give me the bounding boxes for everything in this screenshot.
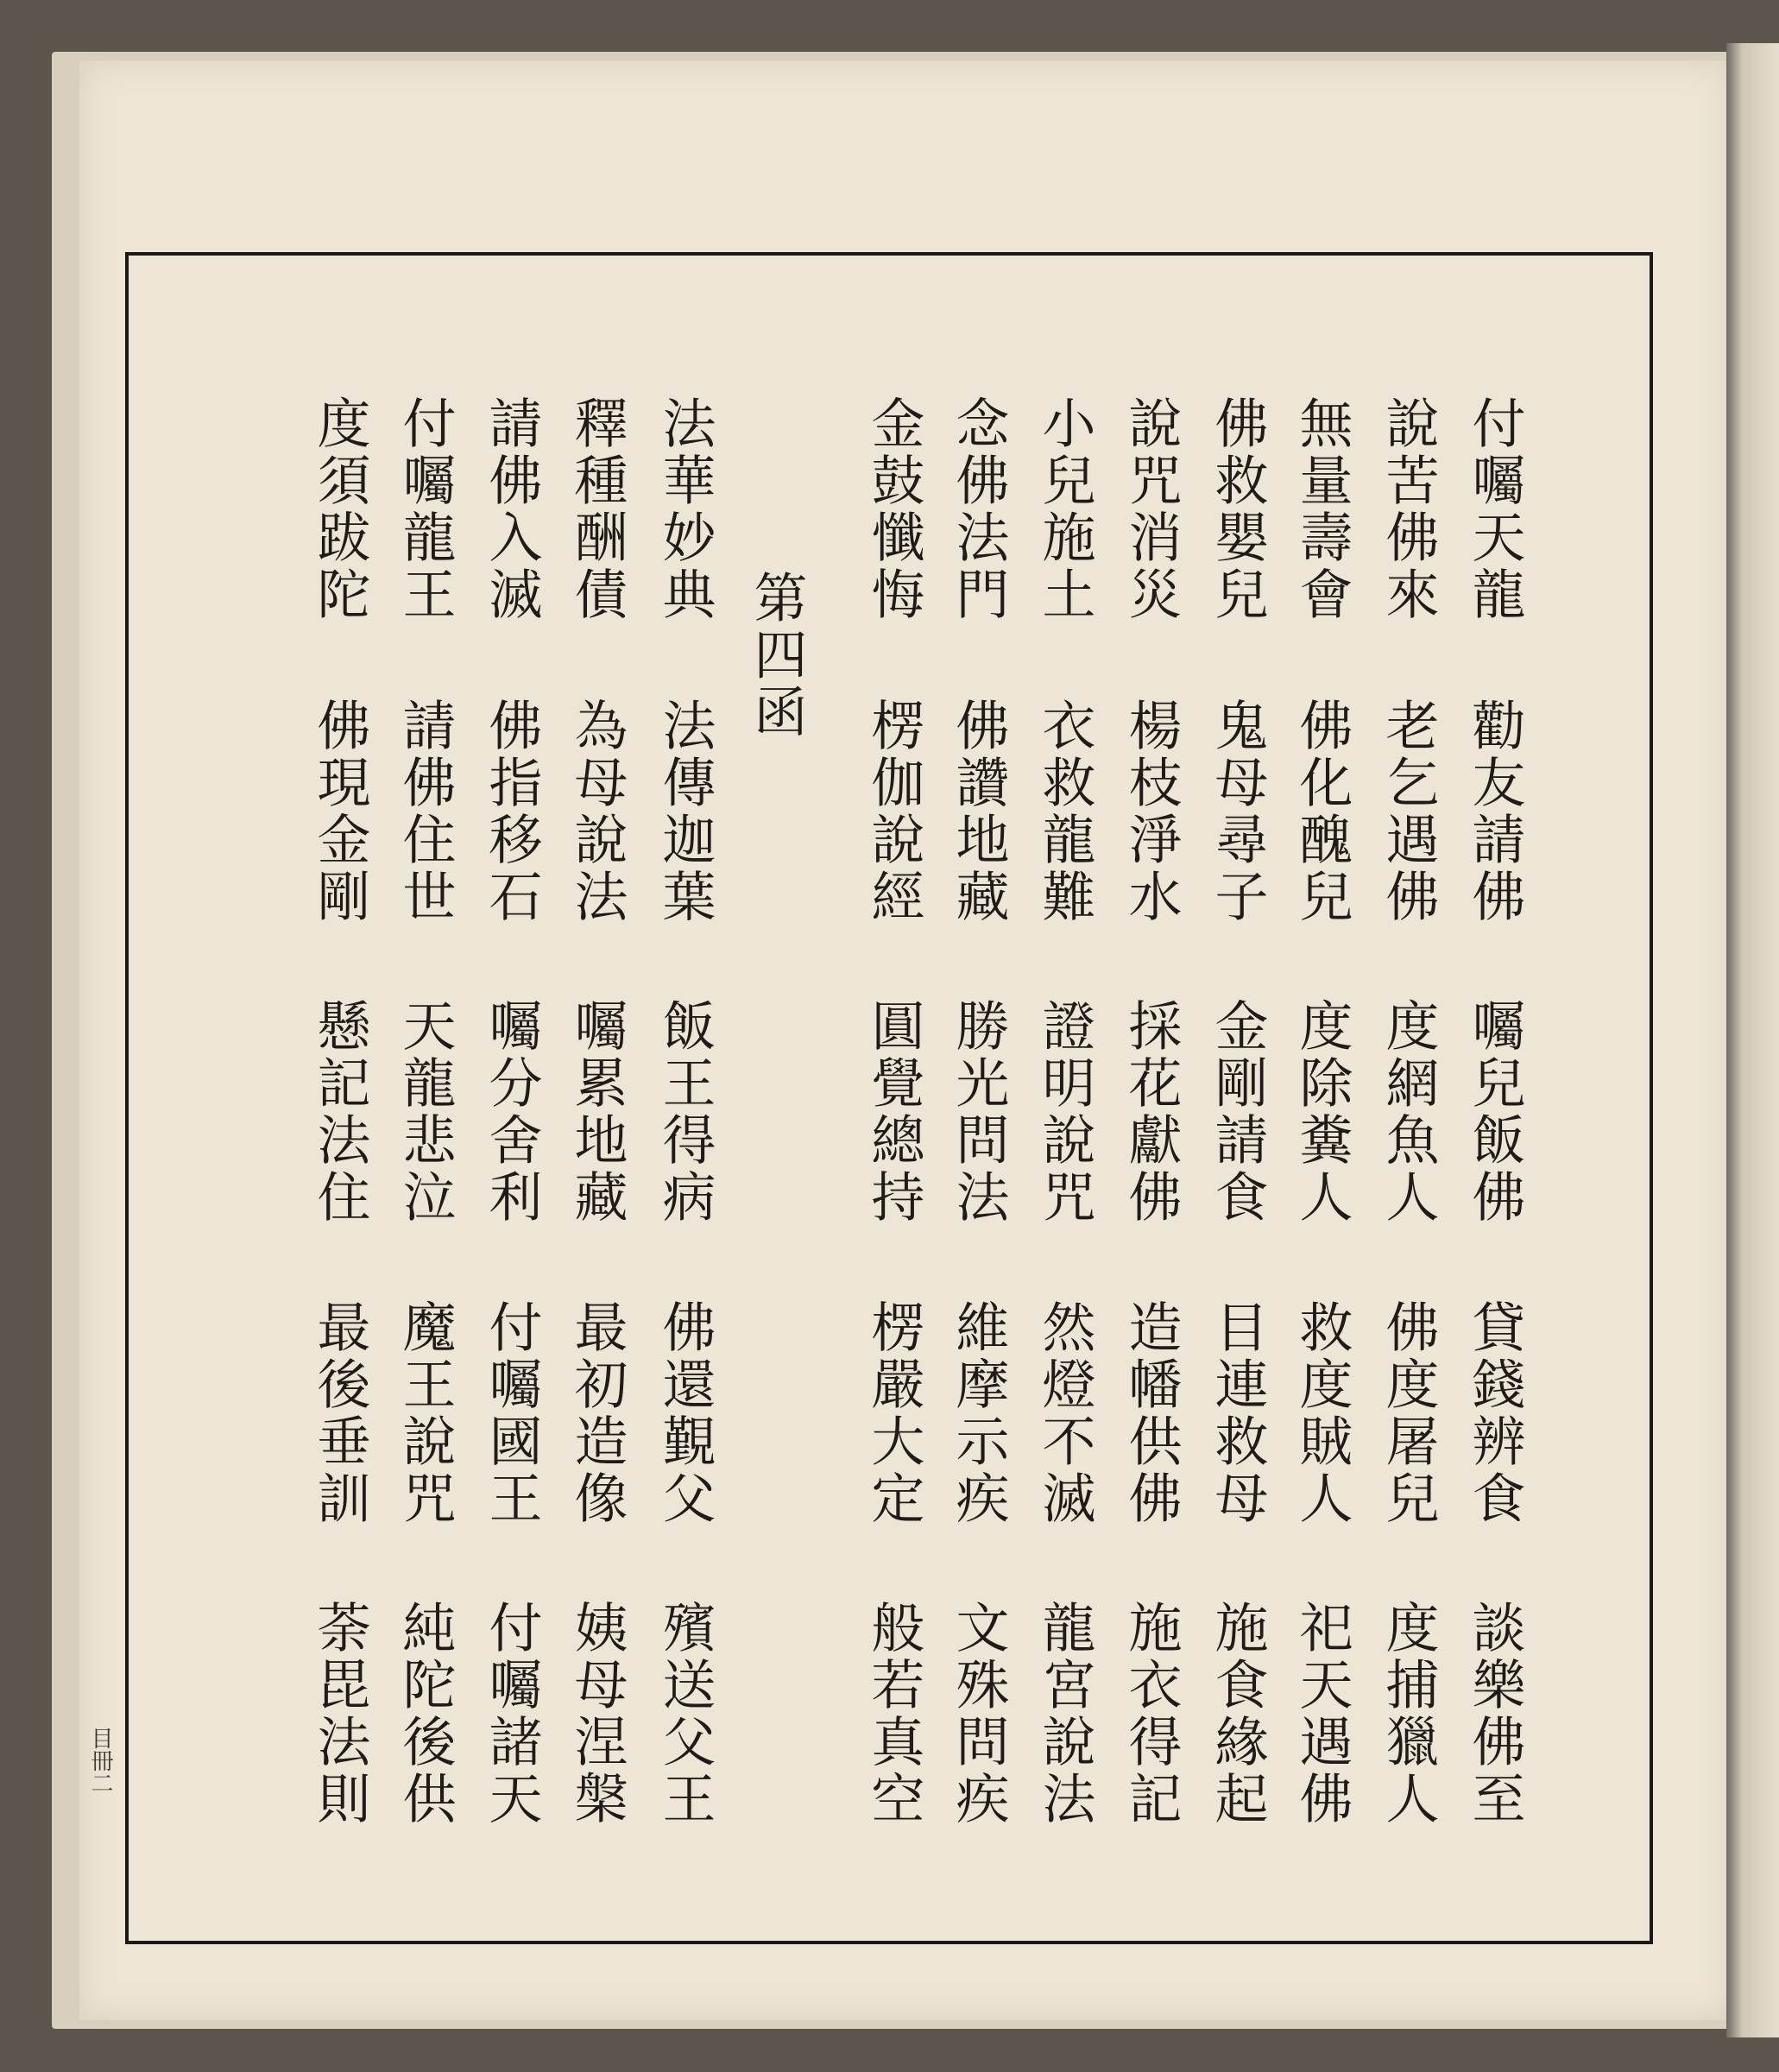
chapter-entry: 衣救龍難 (1033, 698, 1096, 925)
chapter-entry: 法傳迦葉 (653, 698, 716, 925)
chapter-entry: 念佛法門 (947, 395, 1010, 623)
chapter-entry: 最後垂訓 (308, 1299, 371, 1527)
chapter-entry: 佛度屠兒 (1377, 1299, 1440, 1527)
chapter-entry: 老乞遇佛 (1377, 698, 1440, 925)
chapter-entry: 度除糞人 (1290, 998, 1353, 1226)
chapter-entry: 請佛入滅 (480, 395, 543, 623)
chapter-entry: 文殊問疾 (947, 1600, 1010, 1828)
chapter-entry: 囑累地藏 (565, 998, 628, 1226)
chapter-entry: 般若真空 (862, 1600, 925, 1828)
chapter-entry: 金鼓懺悔 (862, 395, 925, 623)
chapter-entry: 付囑天龍 (1463, 395, 1526, 623)
chapter-entry: 佛現金剛 (308, 698, 371, 925)
chapter-entry: 說咒消災 (1120, 395, 1183, 623)
chapter-entry: 造幡供佛 (1120, 1299, 1183, 1527)
chapter-entry: 勝光問法 (947, 998, 1010, 1226)
text-column (649, 0, 718, 1828)
chapter-entry: 懸記法住 (308, 998, 371, 1226)
text-column (561, 0, 630, 1828)
chapter-entry: 囑兒飯佛 (1463, 998, 1526, 1226)
chapter-entry: 付囑國王 (480, 1299, 543, 1527)
chapter-entry: 法華妙典 (653, 395, 716, 623)
section-heading: 第四函 (745, 570, 808, 741)
folio-label: 目冊二 (87, 1727, 113, 1794)
chapter-entry: 付囑諸天 (480, 1600, 543, 1828)
chapter-entry: 祀天遇佛 (1290, 1600, 1353, 1828)
text-column (1459, 0, 1528, 1828)
chapter-entry: 佛讚地藏 (947, 698, 1010, 925)
chapter-entry: 釋種酬債 (565, 395, 628, 623)
chapter-entry: 施食緣起 (1206, 1600, 1269, 1828)
chapter-entry: 採花獻佛 (1120, 998, 1183, 1226)
chapter-entry: 勸友請佛 (1463, 698, 1526, 925)
chapter-entry: 天龍悲泣 (394, 998, 457, 1226)
chapter-entry: 魔王說咒 (394, 1299, 457, 1527)
chapter-entry: 最初造像 (565, 1299, 628, 1527)
chapter-entry: 度須跋陀 (308, 395, 371, 623)
facing-page-edge (1726, 43, 1779, 2037)
text-column (389, 0, 458, 1828)
chapter-entry: 說苦佛來 (1377, 395, 1440, 623)
chapter-entry: 楊枝淨水 (1120, 698, 1183, 925)
chapter-entry: 佛指移石 (480, 698, 543, 925)
text-column (1115, 0, 1184, 1828)
chapter-entry: 施衣得記 (1120, 1600, 1183, 1828)
chapter-entry: 姨母涅槃 (565, 1600, 628, 1828)
chapter-entry: 囑分舍利 (480, 998, 543, 1226)
text-column (1202, 0, 1271, 1828)
chapter-entry: 楞伽說經 (862, 698, 925, 925)
text-column (1029, 0, 1098, 1828)
chapter-entry: 證明說咒 (1033, 998, 1096, 1226)
chapter-entry: 然燈不滅 (1033, 1299, 1096, 1527)
chapter-entry: 飯王得病 (653, 998, 716, 1226)
chapter-entry: 佛化醜兒 (1290, 698, 1353, 925)
chapter-entry: 龍宮說法 (1033, 1600, 1096, 1828)
text-column (858, 0, 927, 1828)
chapter-entry: 鬼母尋子 (1206, 698, 1269, 925)
text-column (476, 0, 545, 1828)
chapter-entry: 佛救嬰兒 (1206, 395, 1269, 623)
chapter-entry: 無量壽會 (1290, 395, 1353, 623)
chapter-entry: 小兒施土 (1033, 395, 1096, 623)
text-column (304, 0, 373, 1828)
chapter-entry: 談樂佛至 (1463, 1600, 1526, 1828)
chapter-entry: 目連救母 (1206, 1299, 1269, 1527)
text-column (1372, 0, 1441, 1828)
chapter-entry: 圓覺總持 (862, 998, 925, 1226)
chapter-entry: 度網魚人 (1377, 998, 1440, 1226)
chapter-entry: 純陀後供 (394, 1600, 457, 1828)
text-column (943, 0, 1012, 1828)
chapter-entry: 度捕獵人 (1377, 1600, 1440, 1828)
chapter-entry: 為母說法 (565, 698, 628, 925)
chapter-entry: 維摩示疾 (947, 1299, 1010, 1527)
chapter-entry: 付囑龍王 (394, 395, 457, 623)
text-column (1286, 0, 1355, 1828)
chapter-entry: 金剛請食 (1206, 998, 1269, 1226)
chapter-entry: 殯送父王 (653, 1600, 716, 1828)
chapter-entry: 請佛住世 (394, 698, 457, 925)
chapter-entry: 楞嚴大定 (862, 1299, 925, 1527)
chapter-entry: 貸錢辨食 (1463, 1299, 1526, 1527)
chapter-entry: 救度賊人 (1290, 1299, 1353, 1527)
chapter-entry: 佛還覲父 (653, 1299, 716, 1527)
chapter-entry: 荼毘法則 (308, 1600, 371, 1828)
